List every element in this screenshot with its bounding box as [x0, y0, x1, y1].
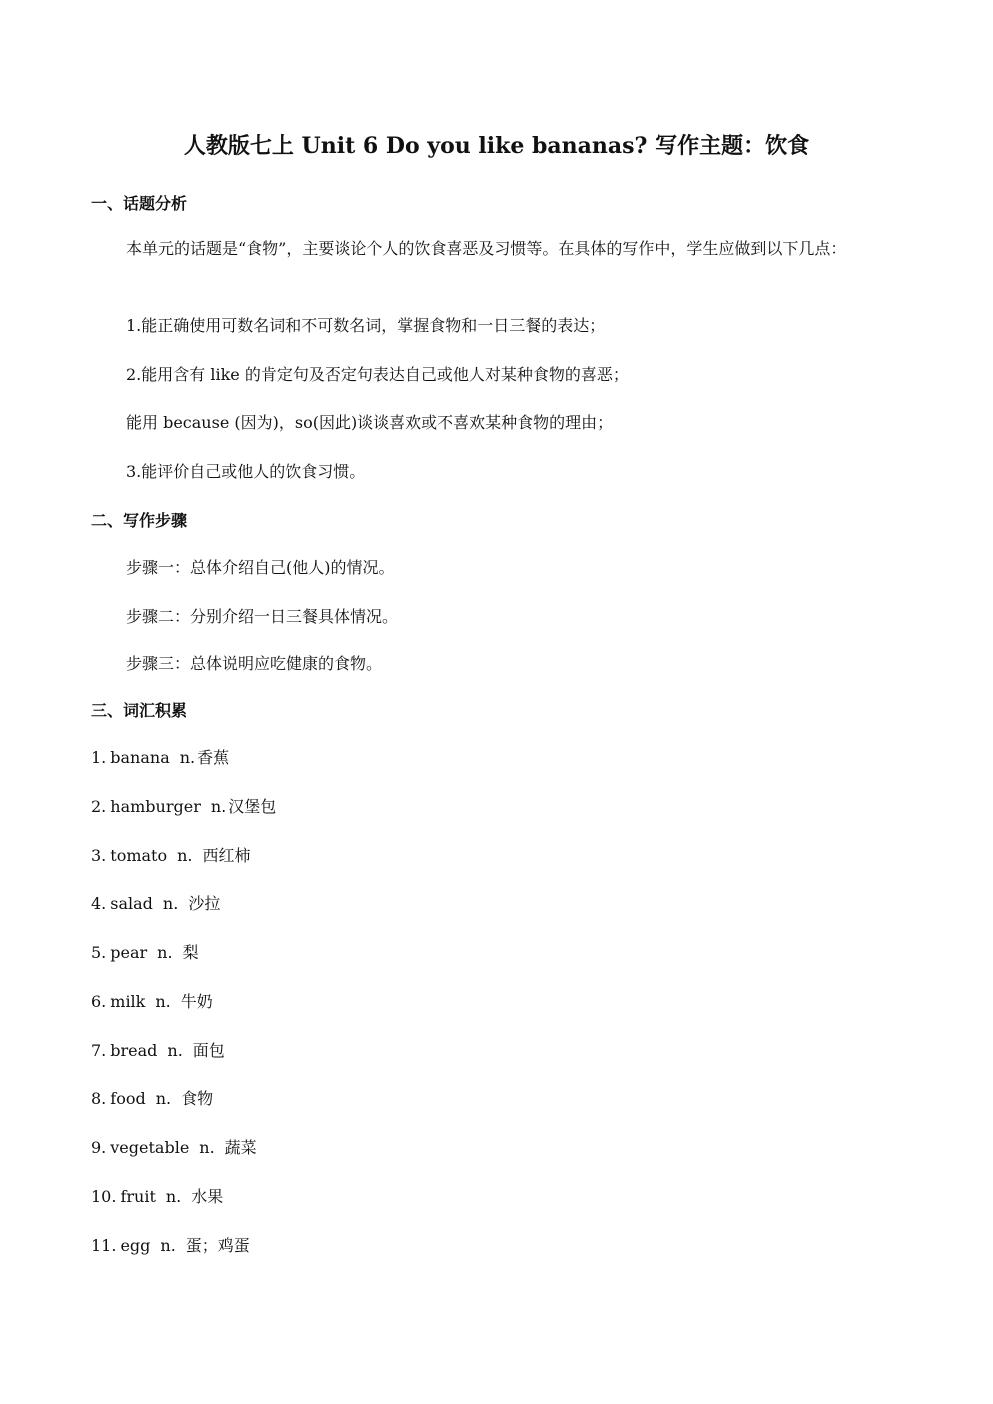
vocab-part-of-speech: n. [177, 846, 193, 865]
vocab-item [91, 1087, 213, 1111]
vocab-meaning: 西红柿 [202, 846, 251, 865]
topic-point: 能用 because (因为)，so(因此)谈谈喜欢或不喜欢某种食物的理由； [126, 413, 614, 432]
vocab-word: tomato [110, 846, 168, 865]
vocab-part-of-speech: n. [162, 894, 179, 913]
vocab-meaning: 蛋；鸡蛋 [185, 1236, 250, 1255]
vocab-meaning: 食物 [181, 1089, 214, 1108]
vocab-item [91, 746, 229, 770]
vocab-number: 9. [91, 1138, 107, 1157]
writing-step: 步骤二：分别介绍一日三餐具体情况。 [126, 607, 399, 626]
vocab-item [91, 892, 220, 916]
vocab-word: bread [110, 1041, 158, 1060]
vocab-number: 4. [91, 894, 107, 913]
vocab-part-of-speech: n. [210, 797, 227, 816]
writing-step: 步骤三：总体说明应吃健康的食物。 [126, 654, 383, 673]
document-title: 人教版七上 Unit 6 Do you like bananas? 写作主题：饮食 [183, 133, 810, 159]
vocab-meaning: 梨 [182, 943, 199, 962]
vocab-word: banana [110, 748, 170, 767]
vocab-item [91, 1039, 225, 1063]
vocab-part-of-speech: n. [165, 1187, 182, 1206]
vocab-item [91, 844, 251, 868]
vocab-number: 6. [91, 992, 107, 1011]
vocab-meaning: 水果 [191, 1187, 224, 1206]
topic-intro-paragraph: 本单元的话题是“食物”，主要谈论个人的饮食喜恶及习惯等。在具体的写作中，学生应做到以下几点： [126, 239, 847, 258]
vocab-number: 11. [91, 1236, 117, 1255]
section-heading-writing-steps: 二、写作步骤 [91, 511, 188, 530]
vocab-word: hamburger [110, 797, 201, 816]
vocab-word: egg [120, 1236, 151, 1255]
vocab-meaning: 蔬菜 [224, 1138, 257, 1157]
vocab-item [91, 1136, 257, 1160]
vocab-word: fruit [120, 1187, 156, 1206]
topic-point: 3.能评价自己或他人的饮食习惯。 [126, 462, 366, 481]
vocab-word: food [110, 1089, 146, 1108]
vocab-part-of-speech: n. [155, 1089, 172, 1108]
vocab-meaning: 沙拉 [188, 894, 221, 913]
writing-step: 步骤一：总体介绍自己(他人)的情况。 [126, 558, 395, 577]
vocab-number: 8. [91, 1089, 107, 1108]
vocab-part-of-speech: n. [160, 1236, 176, 1255]
vocab-number: 7. [91, 1041, 107, 1060]
vocab-meaning: 香蕉 [197, 748, 230, 767]
section-heading-vocabulary: 三、词汇积累 [91, 701, 188, 720]
vocab-word: salad [110, 894, 153, 913]
vocab-part-of-speech: n. [157, 943, 173, 962]
vocab-word: vegetable [110, 1138, 190, 1157]
vocab-part-of-speech: n. [199, 1138, 215, 1157]
topic-point: 2.能用含有 like 的肯定句及否定句表达自己或他人对某种食物的喜恶； [126, 365, 629, 384]
vocab-item [91, 990, 213, 1014]
topic-point: 1.能正确使用可数名词和不可数名词，掌握食物和一日三餐的表达； [126, 316, 606, 335]
vocab-part-of-speech: n. [155, 992, 171, 1011]
vocab-item [91, 1234, 250, 1258]
vocab-item [91, 1185, 223, 1209]
vocab-meaning: 汉堡包 [228, 797, 277, 816]
vocab-word: milk [110, 992, 146, 1011]
vocab-number: 10. [91, 1187, 117, 1206]
vocab-number: 2. [91, 797, 107, 816]
vocab-part-of-speech: n. [179, 748, 196, 767]
vocab-item [91, 941, 199, 965]
vocab-part-of-speech: n. [167, 1041, 183, 1060]
vocab-word: pear [110, 943, 148, 962]
vocab-number: 3. [91, 846, 107, 865]
vocab-meaning: 牛奶 [180, 992, 213, 1011]
vocab-number: 5. [91, 943, 107, 962]
vocab-number: 1. [91, 748, 107, 767]
vocab-meaning: 面包 [192, 1041, 225, 1060]
section-heading-topic-analysis: 一、话题分析 [91, 194, 188, 213]
vocab-item [91, 795, 276, 819]
